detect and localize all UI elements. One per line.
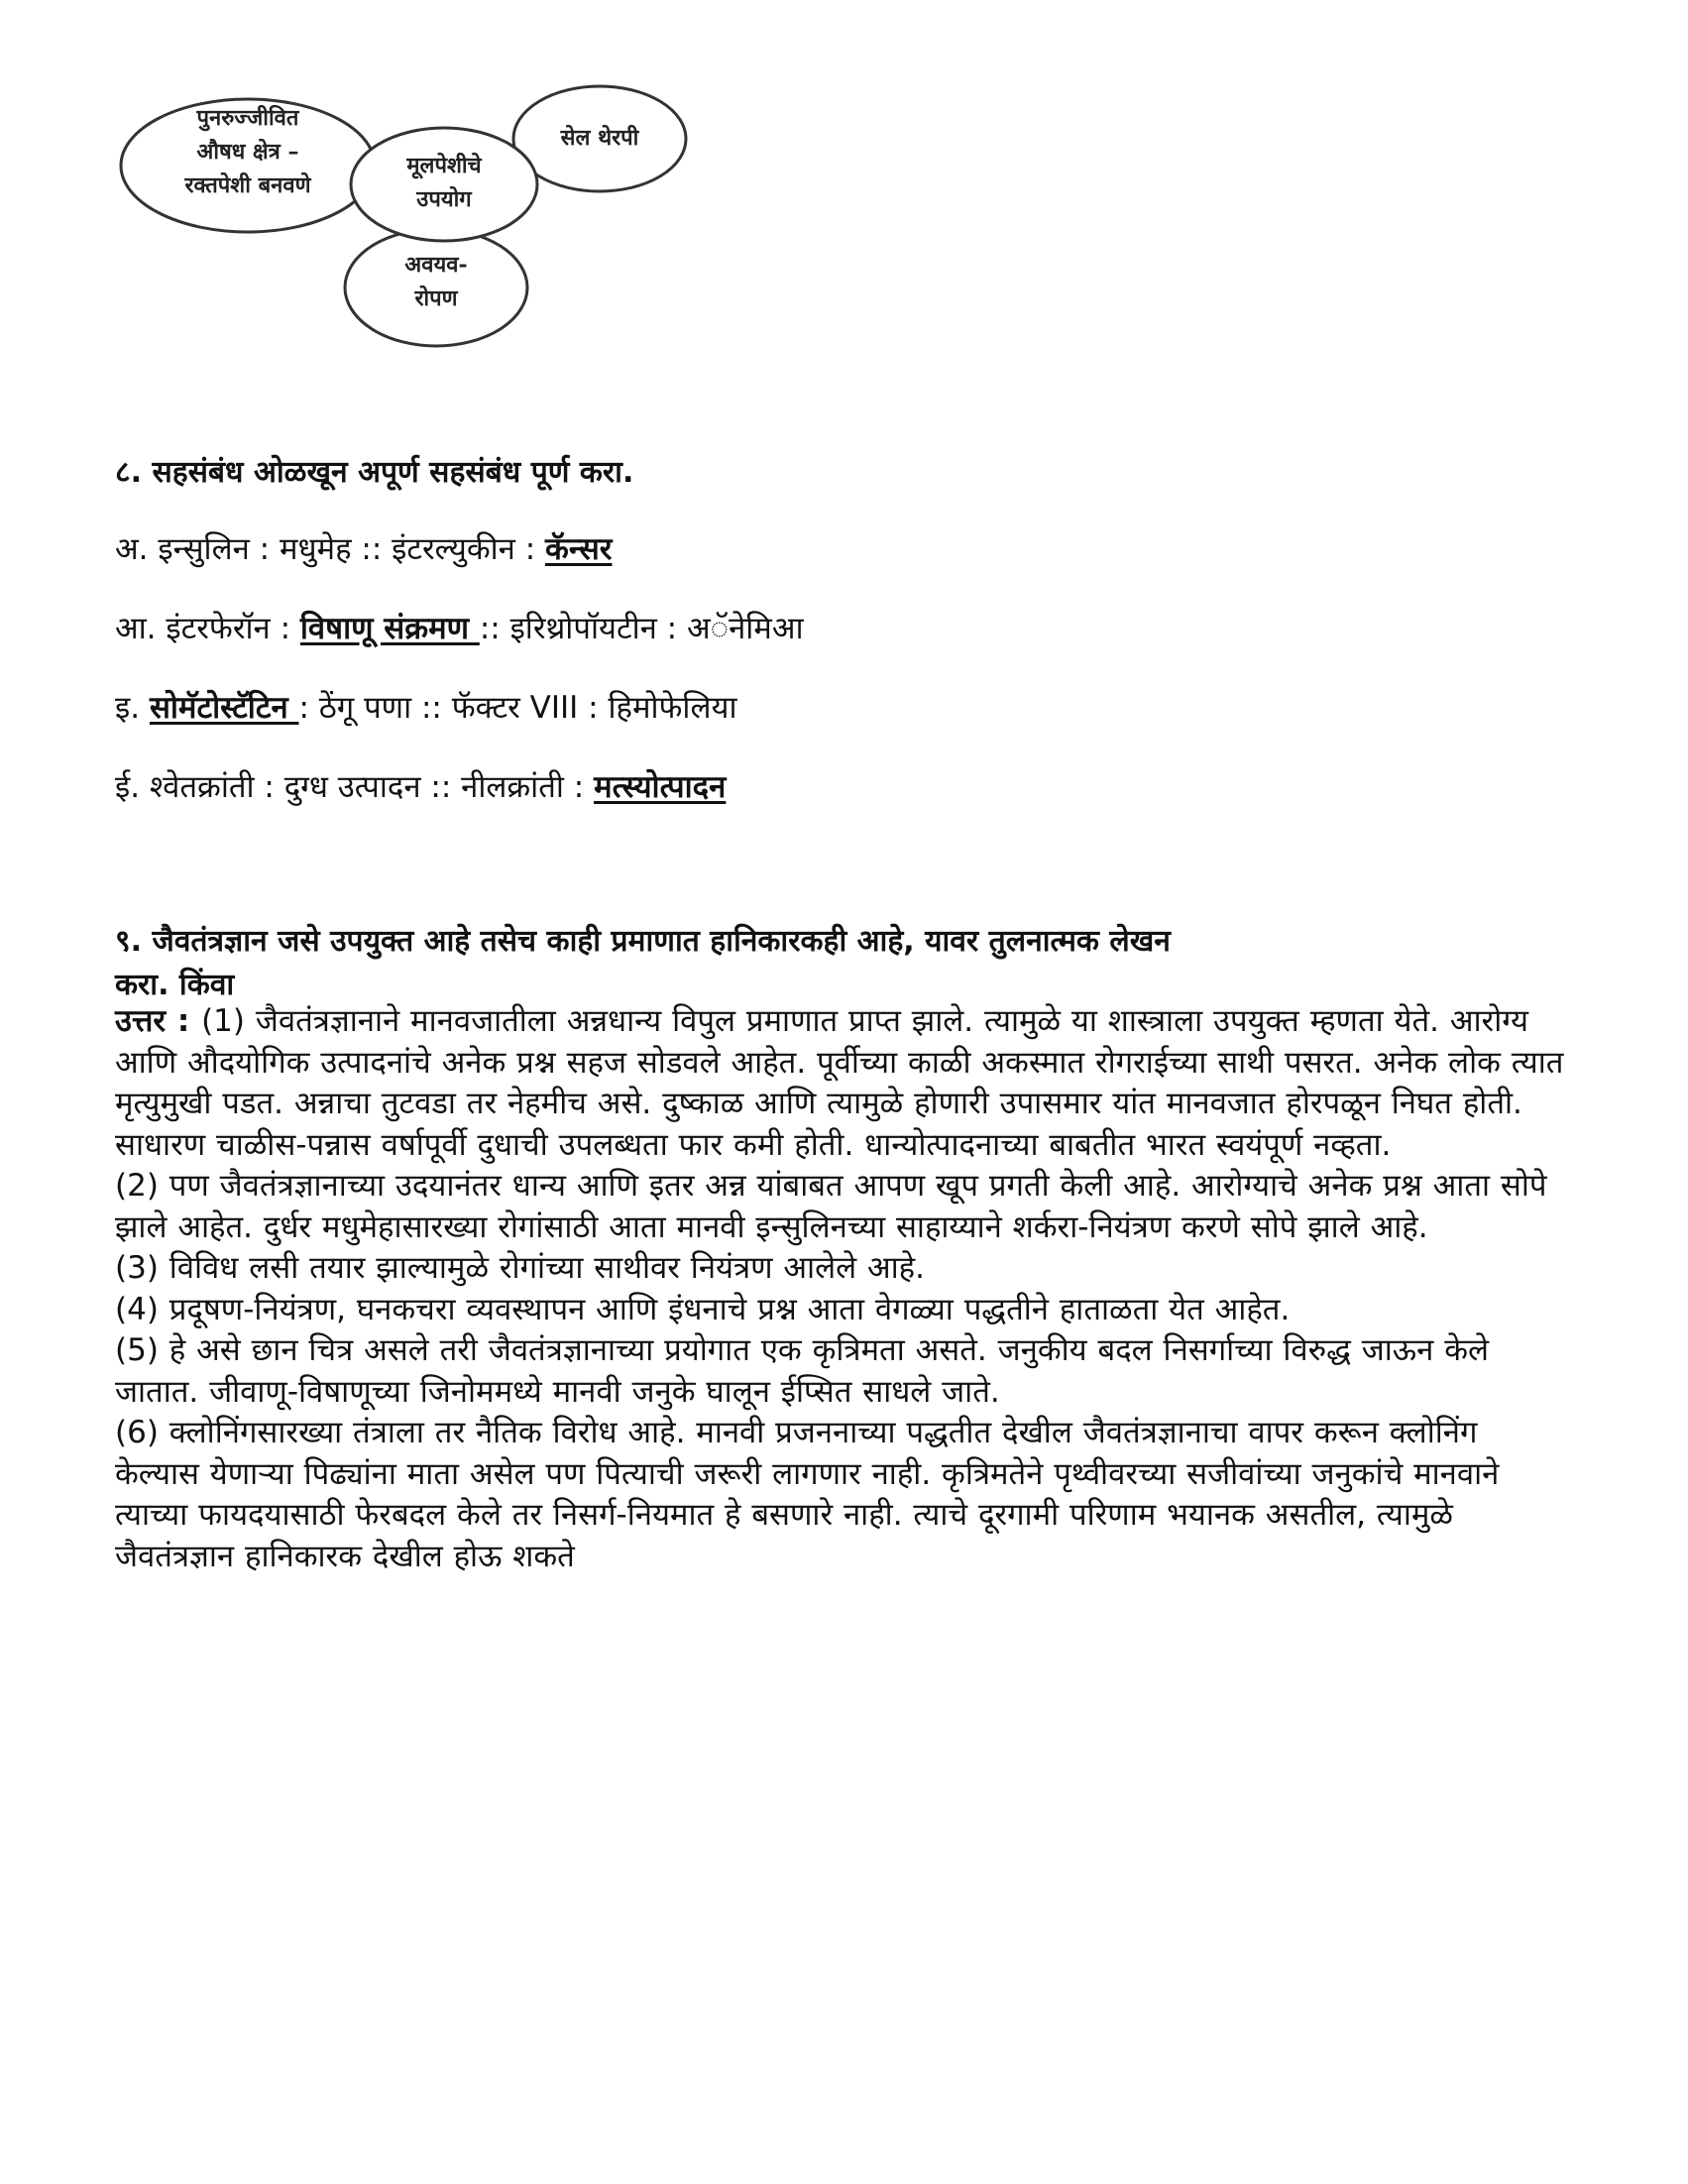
q9-heading-line1: ९. जैवतंत्रज्ञान जसे उपयुक्त आहे तसेच काही प्रमाणात हानिकारकही आहे, यावर तुलनात्मक लेखन <box>115 924 1171 959</box>
q9-paragraph-1-text: (1) जैवतंत्रज्ञानाने मानवजातीला अन्नधान्य विपुल प्रमाणात प्राप्त झाले. त्यामुळे या शास्त्राला उपयुक्त म्हणता येते. आरोग्य आणि औदयोगिक उत्पादनांचे अनेक प्रश्न सहज सोडवले आहेत. पूर्वीच्या काळी अकस्मात रोगराईच्या साथी पसरत. अनेक लोक त्यात मृत्युमुखी पडत. अन्नाचा तुटवडा तर नेहमीच असे. दुष्काळ आणि त्यामुळे होणारी उपासमार यांत मानवजात होरपळून निघत होती. साधारण चाळीस-पन्नास वर्षापूर्वी दुधाची उपलब्धता फार कमी होती. धान्योत्पादनाच्या बाबतीत भारत स्वयंपूर्ण नव्हता. <box>115 1003 1564 1163</box>
q9-paragraph-4: (4) प्रदूषण-नियंत्रण, घनकचरा व्यवस्थापन आणि इंधनाचे प्रश्न आता वेगळ्या पद्धतीने हाताळता येत आहेत. <box>115 1291 1291 1327</box>
q9-paragraph-3: (3) विविध लसी तयार झाल्यामुळे रोगांच्या साथीवर नियंत्रण आलेले आहे. <box>115 1250 925 1286</box>
q8-item-aa-text: आ. इंटरफेरॉन : <box>115 611 300 646</box>
q8-item-a <box>115 527 612 571</box>
q8-item-ii-answer: मत्स्योत्पादन <box>594 769 727 805</box>
q8-item-ii-text: ई. श्वेतक्रांती : दुग्ध उत्पादन :: नीलक्रांती : <box>115 769 595 805</box>
q9-paragraph-6: (6) क्लोनिंगसारख्या तंत्राला तर नैतिक विरोध आहे. मानवी प्रजननाच्या पद्धतीत देखील जैवतंत्रज्ञानाचा वापर करून क्लोनिंग केल्यास येणाऱ्या पिढ्यांना माता असेल पण पित्याची जरूरी लागणार नाही. कृत्रिमतेने पृथ्वीवरच्या सजीवांच्या जनुकांचे मानवाने त्याच्या फायदयासाठी फेरबदल केले तर निसर्ग-नियमात हे बसणारे नाही. त्याचे दूरगामी परिणाम भयानक असतील, त्यामुळे जैवतंत्रज्ञान हानिकारक देखील होऊ शकते <box>115 1415 1500 1574</box>
stem-cell-uses-diagram <box>109 79 724 377</box>
q8-item-ii <box>115 765 726 809</box>
diagram-bottom-label: अवयव- रोपण <box>404 252 468 311</box>
diagram-right-label: सेल थेरपी <box>560 125 639 151</box>
q9-answer-body <box>115 1001 1572 1577</box>
q9-paragraph-2: (2) पण जैवतंत्रज्ञानाच्या उदयानंतर धान्य आणि इतर अन्न यांबाबत आपण खूप प्रगती केली आहे. आरोग्याचे अनेक प्रश्न आता सोपे झाले आहेत. दुर्धर मधुमेहासारख्या रोगांसाठी आता मानवी इन्सुलिनच्या साहाय्याने शर्करा-नियंत्रण करणे सोपे झाले आहे. <box>115 1168 1547 1245</box>
q8-item-i <box>115 686 736 730</box>
q9-paragraph-5: (5) हे असे छान चित्र असले तरी जैवतंत्रज्ञानाच्या प्रयोगात एक कृत्रिमता असते. जनुकीय बदल निसर्गाच्या विरुद्ध जाऊन केले जातात. जीवाणू-विषाणूच्या जिनोममध्ये मानवी जनुके घालून ईप्सित साधले जाते. <box>115 1332 1490 1410</box>
q8-item-a-answer: कॅन्सर <box>545 531 613 567</box>
diagram-left-label: पुनरुज्जीवित औषध क्षेत्र – रक्तपेशी बनवणे <box>184 105 311 198</box>
q9-paragraph-1 <box>115 1001 1572 1166</box>
diagram-center-label: मूलपेशीचे उपयोग <box>406 153 482 212</box>
q8-item-i-answer: सोमॅटोस्टॅटिन <box>149 690 299 726</box>
q8-item-i-text: इ. <box>115 690 150 726</box>
q8-item-aa <box>115 607 804 650</box>
q8-item-aa-post: :: इरिथ्रोपॉयटीन : अॅनेमिआ <box>479 611 804 646</box>
answer-label: उत्तर : <box>115 1003 202 1039</box>
q9-heading <box>115 920 1582 1007</box>
q9-heading-line2: करा. किंवा <box>115 968 235 1002</box>
q8-heading: ८. सहसंबंध ओळखून अपूर्ण सहसंबंध पूर्ण करा. <box>115 455 634 490</box>
q8-item-i-post: : ठेंगू पणा :: फॅक्टर VIII : हिमोफेलिया <box>298 690 737 726</box>
q8-item-aa-answer: विषाणू संक्रमण <box>299 611 480 646</box>
q8-item-a-text: अ. इन्सुलिन : मधुमेह :: इंटरल्युकीन : <box>115 531 546 567</box>
